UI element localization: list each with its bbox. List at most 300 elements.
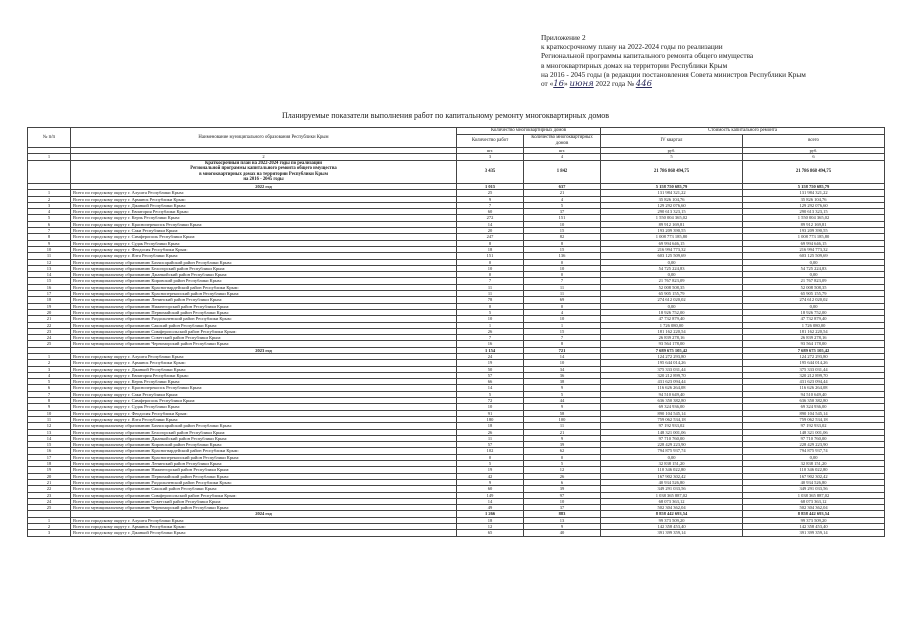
row-total: 69 324 936,00 [743,404,885,410]
row-total: 54 725 224,83 [743,265,885,271]
program-total: 21 786 868 494,75 [743,160,885,183]
row-works: 14 [457,221,524,227]
row-name: Всего по муниципальному образованию Раздольненский район Республики Крым: [71,316,457,322]
row-total: 7 689 675 105,42 [743,347,885,353]
row-name: Всего по муниципальному образованию Бахчисарайский район Республики Крым: [71,423,457,429]
row-num: 14 [28,435,71,441]
row-iv-quarter: 89 912 169,81 [601,221,743,227]
row-houses: 38 [524,379,601,385]
row-houses: 11 [524,291,601,297]
row-total: 0,00 [743,303,885,309]
row-total: 349 291 033,56 [743,486,885,492]
row-houses: 9 [524,524,601,530]
row-name: Всего по городскому округу г. Ялта Республики Крым: [71,416,457,422]
header-line: в многоквартирных домах на территории Республики Крым [541,60,728,70]
row-works: 14 [457,498,524,504]
row-total: 195 644 014,26 [743,360,885,366]
row-num: 25 [28,341,71,347]
row-total: 5 158 750 685,79 [743,183,885,189]
row-iv-quarter: 54 725 224,83 [601,265,743,271]
row-name: Всего по городскому округу г. Саки Республики Крым: [71,391,457,397]
row-iv-quarter: 1 550 004 365,02 [601,215,743,221]
row-total: 26 839 278,16 [743,335,885,341]
row-houses: 15 [524,228,601,234]
row-iv-quarter: 794 875 937,74 [601,448,743,454]
handwritten-month: июня [569,79,594,90]
row-total: 47 732 879,40 [743,316,885,322]
row-works: 50 [457,366,524,372]
row-num: 6 [28,221,71,227]
row-works: 0 [457,454,524,460]
row-name: Всего по городскому округу г. Армянск Республики Крым: [71,196,457,202]
row-houses: 4 [524,196,601,202]
row-num: 16 [28,448,71,454]
row-works: 9 [457,479,524,485]
program-name: Краткосрочный план на 2022-2024 годы по реализации Региональной программы капитального ремонта общего имущества в многоквартирных домах на территории Республики Крым на 2016 - 2045 годы [71,160,457,183]
row-name: Всего по муниципальному образованию Советский район Республики Крым: [71,498,457,504]
row-num: 22 [28,486,71,492]
row-name: Всего по муниципальному образованию Советский район Республики Крым: [71,335,457,341]
row-houses: 9 [524,404,601,410]
row-iv-quarter: 1 726 080,00 [601,322,743,328]
row-num: 5 [28,215,71,221]
row-num: 7 [28,228,71,234]
row-total: 21 767 823,09 [743,278,885,284]
row-iv-quarter: 1 008 773 185,80 [601,234,743,240]
row-iv-quarter: 18 926 752,00 [601,309,743,315]
row-iv-quarter: 320 212 899,70 [601,372,743,378]
row-iv-quarter: 124 272 293,80 [601,353,743,359]
row-iv-quarter: 94 510 649,40 [601,391,743,397]
row-num: 9 [28,404,71,410]
row-iv-quarter: 52 008 508,35 [601,284,743,290]
program-iv-quarter: 21 786 868 494,75 [601,160,743,183]
row-num: 1 [28,190,71,196]
row-num: 10 [28,246,71,252]
row-houses: 39 [524,442,601,448]
row-num: 11 [28,253,71,259]
row-works: 0 [457,272,524,278]
row-total: 116 626 264,08 [743,385,885,391]
row-name: Всего по городскому округу г. Судак Республики Крым: [71,404,457,410]
row-houses: 36 [524,372,601,378]
row-name: Всего по муниципальному образованию Первомайский район Республики Крым: [71,309,457,315]
row-works: 1 [457,322,524,328]
document-title: Планируемые показатели выполнения работ по капитальному ремонту многоквартирных домов [282,111,610,120]
row-name: Всего по городскому округу г. Феодосия Республики Крым: [71,246,457,252]
row-iv-quarter: 0,00 [601,259,743,265]
col-header-cost-group: Стоимость капитального ремонта [601,128,885,135]
row-houses: 0 [524,303,601,309]
row-works: 10 [457,316,524,322]
row-houses: 34 [524,366,601,372]
row-houses: 62 [524,448,601,454]
row-iv-quarter: 7 689 675 105,42 [601,347,743,353]
row-num: 5 [28,379,71,385]
row-iv-quarter: 290 613 323,15 [601,209,743,215]
row-works: 24 [457,353,524,359]
row-total: 32 838 151,20 [743,461,885,467]
row-iv-quarter: 391 399 359,14 [601,530,743,536]
row-iv-quarter: 99 373 509,20 [601,517,743,523]
col-number: 6 [743,154,885,160]
row-houses: 721 [524,347,601,353]
row-name: Всего по муниципальному образованию Бахчисарайский район Республики Крым: [71,259,457,265]
row-name: Всего по городскому округу г. Ялта Республики Крым: [71,253,457,259]
row-name: Всего по муниципальному образованию Красноперекопский район Республики Крым: [71,291,457,297]
row-total: 148 321 001,06 [743,429,885,435]
row-name: Всего по городскому округу г. Евпатория Республики Крым: [71,372,457,378]
row-name: Всего по муниципальному образованию Сакский район Республики Крым: [71,322,457,328]
row-iv-quarter: 502 304 362,04 [601,505,743,511]
row-iv-quarter: 603 125 509,69 [601,253,743,259]
row-works: 14 [457,385,524,391]
row-name: Всего по городскому округу г. Саки Республики Крым: [71,228,457,234]
row-houses: 10 [524,221,601,227]
row-iv-quarter: 759 062 534,18 [601,416,743,422]
row-total: 228 429 223,90 [743,442,885,448]
row-num: 23 [28,328,71,334]
row-houses: 39 [524,486,601,492]
row-num: 25 [28,505,71,511]
row-num: 2 [28,196,71,202]
row-total: 1 038 365 887,02 [743,492,885,498]
row-num: 17 [28,291,71,297]
row-works: 11 [457,291,524,297]
row-houses: 15 [524,328,601,334]
row-houses: 13 [524,517,601,523]
row-num: 24 [28,498,71,504]
row-houses: 5 [524,391,601,397]
row-name: Всего по городскому округу г. Судак Республики Крым: [71,240,457,246]
row-works: 66 [457,379,524,385]
row-iv-quarter: 131 984 321,22 [601,190,743,196]
row-works: 8 [457,240,524,246]
row-name: Всего по городскому округу г. Симферополь Республики Крым: [71,398,457,404]
row-total: 1 008 773 185,80 [743,234,885,240]
row-works: 12 [457,524,524,530]
row-works: 11 [457,435,524,441]
row-name: Всего по муниципальному образованию Нижнегорский район Республики Крым: [71,303,457,309]
row-total: 0,00 [743,454,885,460]
row-num: 14 [28,272,71,278]
row-num: 22 [28,322,71,328]
row-total: 8 858 442 693,54 [743,511,885,517]
row-total: 110 346 022,80 [743,467,885,473]
row-name: Всего по муниципальному образованию Черноморский район Республики Крым: [71,505,457,511]
row-houses: 8 [524,240,601,246]
row-name: Всего по городскому округу г. Алушта Республики Крым: [71,517,457,523]
row-total: 193 209 390,55 [743,228,885,234]
row-houses: 151 [524,215,601,221]
row-num: 18 [28,297,71,303]
row-houses: 5 [524,461,601,467]
header-line: Региональной программы капитального ремонта общего имущества [541,51,754,61]
row-iv-quarter: 68 073 363,12 [601,498,743,504]
row-name: 2022 год [71,183,457,189]
row-iv-quarter: 0,00 [601,454,743,460]
row-total: 52 008 508,35 [743,284,885,290]
row-name: Всего по городскому округу г. Красноперекопск Республики Крым: [71,221,457,227]
row-iv-quarter: 193 209 390,55 [601,228,743,234]
row-works: 20 [457,228,524,234]
row-works: 7 [457,335,524,341]
row-works: 26 [457,429,524,435]
row-total: 0,00 [743,259,885,265]
row-num: 20 [28,309,71,315]
row-name: Всего по муниципальному образованию Черноморский район Республики Крым: [71,341,457,347]
row-total: 1 726 080,00 [743,322,885,328]
row-works: 11 [457,284,524,290]
row-name: 2023 год [71,347,457,353]
row-num: 20 [28,473,71,479]
row-iv-quarter: 636 350 382,80 [601,398,743,404]
row-houses: 37 [524,209,601,215]
row-num: 9 [28,240,71,246]
row-houses: 82 [524,234,601,240]
plan-table [27,127,885,537]
col-header-name: Наименование муниципального образования Республики Крым [71,128,457,148]
row-houses: 0 [524,259,601,265]
row-works: 5 [457,461,524,467]
row-iv-quarter: 69 324 936,00 [601,404,743,410]
row-num: 13 [28,265,71,271]
row-houses: 44 [524,398,601,404]
row-iv-quarter: 26 839 278,16 [601,335,743,341]
row-houses: 97 [524,492,601,498]
row-name: Всего по городскому округу г. Евпатория Республики Крым: [71,209,457,215]
row-num: 21 [28,316,71,322]
row-total: 636 350 382,80 [743,398,885,404]
row-iv-quarter: 195 644 014,26 [601,360,743,366]
row-iv-quarter: 1 038 365 887,02 [601,492,743,498]
row-num: 12 [28,423,71,429]
row-works: 247 [457,234,524,240]
row-num: 17 [28,454,71,460]
row-num: 1 [28,517,71,523]
row-num: 6 [28,385,71,391]
row-works: 60 [457,486,524,492]
row-total: 216 994 773,32 [743,246,885,252]
row-name: Всего по муниципальному образованию Красногвардейский район Республики Крым: [71,448,457,454]
row-total: 35 826 104,76 [743,196,885,202]
row-total: 431 623 094,44 [743,379,885,385]
table-row [28,530,885,536]
row-name: Всего по городскому округу г. Алушта Республики Крым: [71,190,457,196]
row-total: 65 905 155,79 [743,291,885,297]
row-houses: 11 [524,284,601,290]
row-works: 25 [457,190,524,196]
row-total: 69 994 646,15 [743,240,885,246]
col-header-iv-quarter: IV квартал [601,135,743,148]
row-name: Всего по городскому округу г. Симферополь Республики Крым: [71,234,457,240]
col-number: 5 [601,154,743,160]
row-iv-quarter: 5 158 750 685,79 [601,183,743,189]
row-total: 0,00 [743,272,885,278]
row-total: 97 192 933,02 [743,423,885,429]
row-total: 131 984 321,22 [743,190,885,196]
row-houses: 9 [524,435,601,441]
row-name: Всего по муниципальному образованию Ленинский район Республики Крым: [71,461,457,467]
row-iv-quarter: 0,00 [601,303,743,309]
row-houses: 10 [524,265,601,271]
row-houses: 58 [524,410,601,416]
row-num: 7 [28,391,71,397]
row-total: 603 125 509,69 [743,253,885,259]
row-name: Всего по муниципальному образованию Ленинский район Республики Крым: [71,297,457,303]
row-houses: 10 [524,498,601,504]
row-total: 68 073 363,12 [743,498,885,504]
row-total: 99 373 509,20 [743,517,885,523]
row-total: 93 564 178,00 [743,341,885,347]
row-num: 2 [28,524,71,530]
row-works: 16 [457,341,524,347]
row-name: Всего по муниципальному образованию Красногвардейский район Республики Крым: [71,284,457,290]
row-works: 0 [457,303,524,309]
row-houses: 8 [524,341,601,347]
row-works: 91 [457,410,524,416]
col-header-works: Количество работ [457,135,524,148]
col-header-houses: Количество многоквартирных домов [524,135,601,148]
handwritten-day: 16 [553,79,565,90]
row-name: Всего по муниципальному образованию Первомайский район Республики Крым: [71,473,457,479]
row-works: 57 [457,372,524,378]
handwritten-number: 446 [635,79,653,90]
col-header-total: всего [743,135,885,148]
row-num: 13 [28,429,71,435]
program-houses: 1 842 [524,160,601,183]
row-iv-quarter: 21 767 823,09 [601,278,743,284]
row-name: Всего по городскому округу г. Джанкой Республики Крым: [71,366,457,372]
row-name: Всего по муниципальному образованию Красноперекопский район Республики Крым: [71,454,457,460]
row-name: Всего по городскому округу г. Феодосия Республики Крым: [71,410,457,416]
row-works: 1 266 [457,511,524,517]
row-total: 274 612 020,02 [743,297,885,303]
row-iv-quarter: 375 333 031,44 [601,366,743,372]
row-houses: 7 [524,335,601,341]
row-works: 1 154 [457,347,524,353]
col-header-count-group: Количество многоквартирных домов [457,128,601,135]
row-name: Всего по городскому округу г. Керчь Республики Крым: [71,215,457,221]
row-works: 19 [457,360,524,366]
row-num: 23 [28,492,71,498]
row-num: 8 [28,398,71,404]
row-total: 1 550 004 365,02 [743,215,885,221]
row-total: 290 613 323,15 [743,209,885,215]
row-houses: 7 [524,278,601,284]
row-houses: 12 [524,467,601,473]
row-houses: 136 [524,253,601,259]
row-total: 502 304 362,04 [743,505,885,511]
row-houses: 1 [524,322,601,328]
row-works: 149 [457,492,524,498]
row-num: 12 [28,259,71,265]
row-num: 10 [28,410,71,416]
row-iv-quarter: 40 934 526,80 [601,479,743,485]
row-houses: 5 [524,202,601,208]
row-iv-quarter: 35 826 104,76 [601,196,743,202]
row-name: Всего по муниципальному образованию Раздольненский район Республики Крым: [71,479,457,485]
program-works: 3 435 [457,160,524,183]
row-works: 42 [457,473,524,479]
row-houses: 40 [524,530,601,536]
row-works: 7 [457,202,524,208]
col-number: 2 [71,154,457,160]
row-total: 94 510 649,40 [743,391,885,397]
row-total: 167 902 302,42 [743,473,885,479]
row-works: 5 [457,309,524,315]
row-name: Всего по муниципальному образованию Белогорский район Республики Крым: [71,265,457,271]
row-num: 1 [28,353,71,359]
row-name: Всего по муниципальному образованию Джанкойский район Республики Крым: [71,272,457,278]
row-iv-quarter: 167 902 302,42 [601,473,743,479]
row-houses: 9 [524,385,601,391]
row-works: 180 [457,416,524,422]
row-works: 18 [457,246,524,252]
row-works: 19 [457,467,524,473]
row-works: 9 [457,196,524,202]
col-number: 1 [28,154,71,160]
row-iv-quarter: 148 321 001,06 [601,429,743,435]
row-total: 794 875 937,74 [743,448,885,454]
row-num: 3 [28,366,71,372]
row-iv-quarter: 69 994 646,15 [601,240,743,246]
row-houses: 14 [524,353,601,359]
row-iv-quarter: 216 994 773,32 [601,246,743,252]
row-iv-quarter: 0,00 [601,272,743,278]
row-num: 15 [28,278,71,284]
row-name: Всего по муниципальному образованию Нижнегорский район Республики Крым: [71,467,457,473]
row-houses: 0 [524,272,601,278]
row-iv-quarter: 97 710 760,00 [601,435,743,441]
row-iv-quarter: 93 564 178,00 [601,341,743,347]
row-houses: 637 [524,183,601,189]
row-houses: 0 [524,454,601,460]
row-works: 10 [457,265,524,271]
row-works: 151 [457,253,524,259]
row-houses: 10 [524,316,601,322]
row-name: Всего по муниципальному образованию Симферопольский район Республики Крым: [71,492,457,498]
row-num: 3 [28,202,71,208]
unit-rub: руб. [743,148,885,154]
row-houses: 4 [524,309,601,315]
row-houses: 21 [524,429,601,435]
row-houses: 11 [524,423,601,429]
row-num: 15 [28,442,71,448]
row-works: 272 [457,215,524,221]
row-houses: 100 [524,416,601,422]
row-total: 890 104 545,14 [743,410,885,416]
row-total: 375 333 031,44 [743,366,885,372]
row-works: 78 [457,297,524,303]
row-num: 8 [28,234,71,240]
appendix-header [541,33,881,89]
row-total: 320 212 899,70 [743,372,885,378]
row-total: 97 710 760,00 [743,435,885,441]
row-works: 7 [457,278,524,284]
row-num: 16 [28,284,71,290]
row-iv-quarter: 97 192 933,02 [601,423,743,429]
row-iv-quarter: 274 612 020,02 [601,297,743,303]
row-num: 4 [28,372,71,378]
unit-rub: руб. [601,148,743,154]
row-iv-quarter: 181 162 220,54 [601,328,743,334]
row-name: 2024 год [71,511,457,517]
row-name: Всего по городскому округу г. Красноперекопск Республики Крым: [71,385,457,391]
row-works: 1 015 [457,183,524,189]
row-houses: 15 [524,246,601,252]
row-name: Всего по муниципальному образованию Симферопольский район Республики Крым: [71,328,457,334]
